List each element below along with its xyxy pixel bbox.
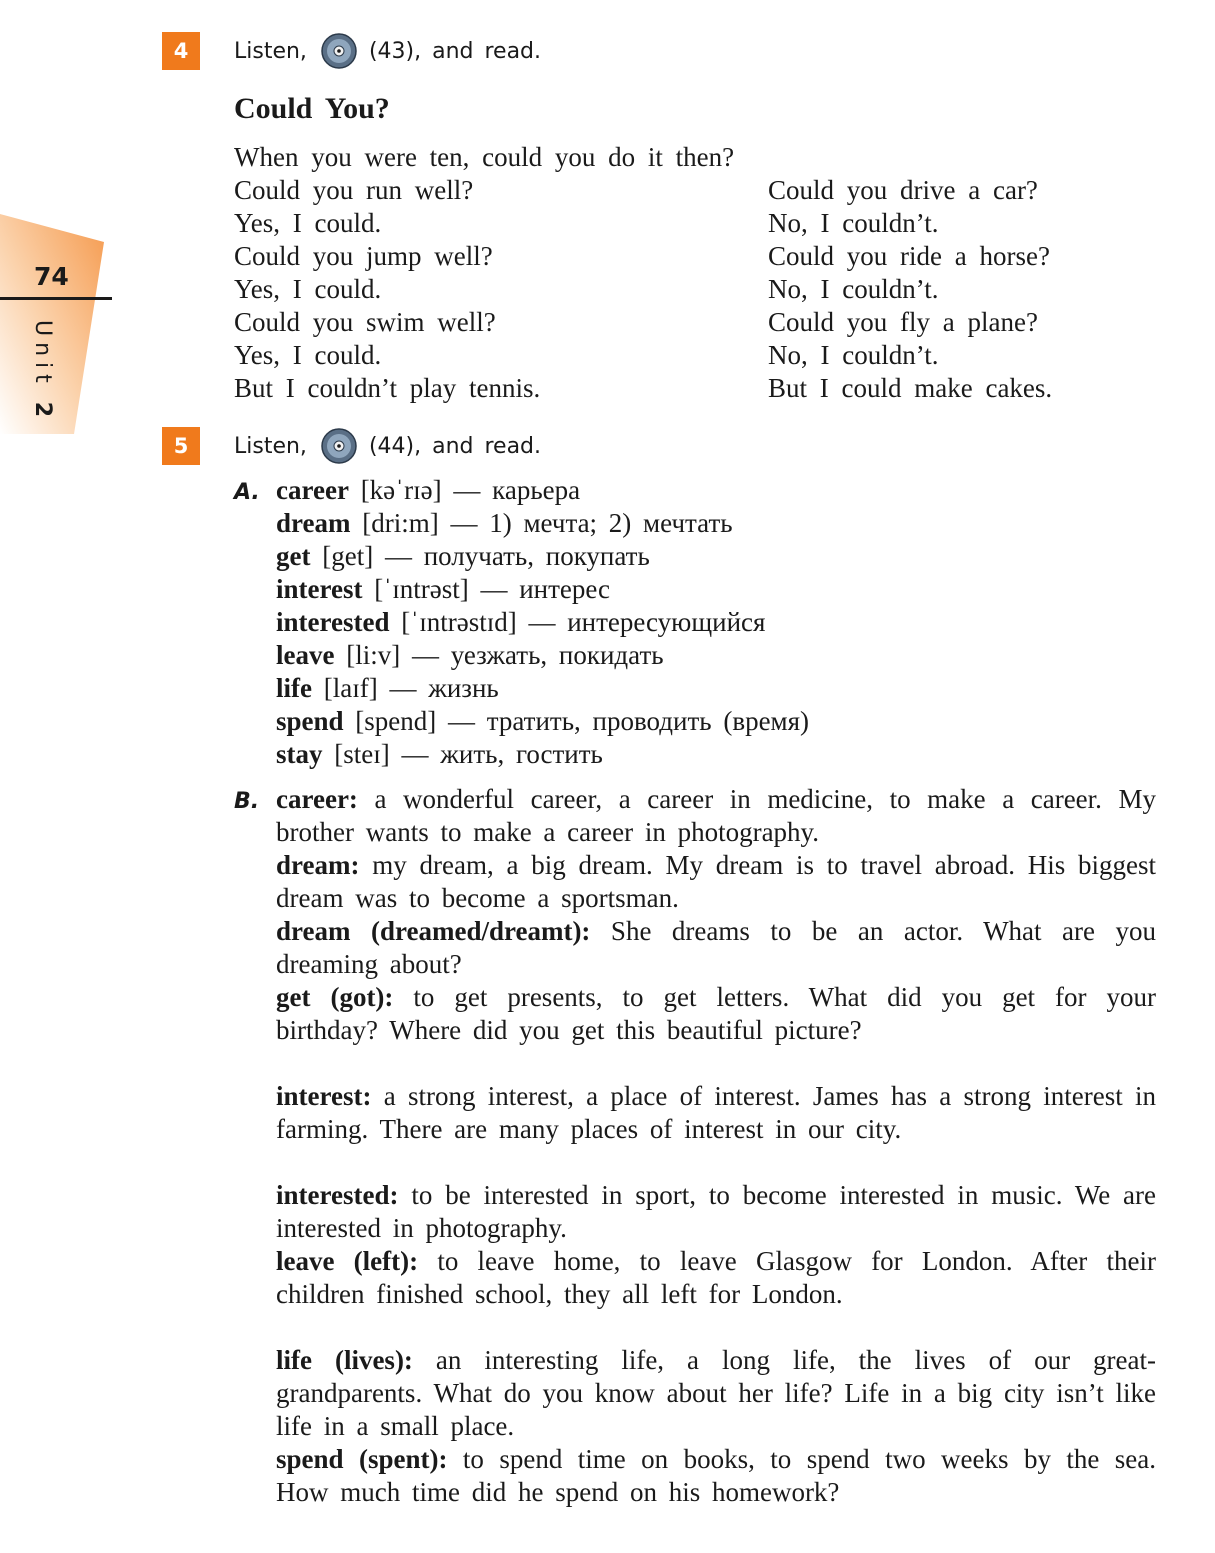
vocab-word: life <box>276 673 312 703</box>
vocab-entry <box>276 672 499 705</box>
poem-right-line: Could you ride a horse? <box>768 241 1050 271</box>
audio-cd-icon[interactable] <box>321 33 357 69</box>
exercise-4-instruction <box>234 32 541 70</box>
unit-number: 2 <box>30 401 55 424</box>
vocab-definition: [li:v] — уезжать, покидать <box>334 640 664 670</box>
poem-left-line: Could you run well? <box>234 175 474 205</box>
vocab-word: dream <box>276 508 351 538</box>
vocab-word: career <box>276 475 349 505</box>
example-head: dream: <box>276 850 360 880</box>
part-b-letter: B. <box>234 789 260 814</box>
vocab-word: interest <box>276 574 363 604</box>
vocab-entry <box>276 540 650 573</box>
vocab-definition: [get] — получать, покупать <box>310 541 650 571</box>
example-head: spend (spent): <box>276 1444 448 1474</box>
vocab-word: interested <box>276 607 390 637</box>
poem-left-line: Yes, I could. <box>234 274 382 304</box>
poem-right-line: Could you fly a plane? <box>768 307 1038 337</box>
poem-left-line: But I couldn’t play tennis. <box>234 373 541 403</box>
example-head: leave (left): <box>276 1246 419 1276</box>
poem-right-line: Could you drive a car? <box>768 175 1038 205</box>
vocab-entry <box>276 606 765 639</box>
vocab-definition: [spend] — тратить, проводить (время) <box>343 706 810 736</box>
unit-tab-background <box>0 214 110 434</box>
vocab-definition: [steɪ] — жить, гостить <box>322 739 603 769</box>
vocab-entry <box>276 639 664 672</box>
poem-left-line: Yes, I could. <box>234 340 382 370</box>
exercise-5-instruction <box>234 427 541 465</box>
page-number: 74 <box>34 262 69 291</box>
exercise-4-number: 4 <box>162 32 200 70</box>
example-paragraph <box>276 915 1156 981</box>
example-text: She dreams to be an actor. What are you dreaming about? <box>276 916 1156 979</box>
vocab-entry <box>276 705 809 738</box>
poem-left-line: Could you jump well? <box>234 241 493 271</box>
example-text: a wonderful career, a career in medicine, to make a career. My brother wants to make a career in photography. <box>276 784 1156 847</box>
exercise-4-listen: Listen, <box>234 38 307 64</box>
example-text: an interesting life, a long life, the lives of our great-grandparents. What do you know about her life? Life in a big city isn’t like life in a small place. <box>276 1345 1157 1441</box>
unit-word: Unit <box>30 320 55 389</box>
exercise-5-number: 5 <box>162 427 200 465</box>
vocab-word: spend <box>276 706 344 736</box>
example-paragraph <box>276 1245 1156 1311</box>
example-head: career: <box>276 784 358 814</box>
vocab-word: stay <box>276 739 323 769</box>
example-paragraph <box>276 849 1156 915</box>
example-paragraph <box>276 1080 1156 1146</box>
example-head: interest: <box>276 1081 372 1111</box>
vocab-definition: [kəˈrɪə] — карьера <box>348 475 581 505</box>
audio-cd-icon[interactable] <box>321 428 357 464</box>
example-text: to leave home, to leave Glasgow for London. After their children finished school, they all left for London. <box>276 1246 1156 1309</box>
vocab-definition: [dri:m] — 1) мечта; 2) мечтать <box>350 508 733 538</box>
vocab-word: get <box>276 541 311 571</box>
vocab-word: leave <box>276 640 335 670</box>
poem-right-line: No, I couldn’t. <box>768 340 939 370</box>
example-paragraph <box>276 981 1156 1047</box>
exercise-5-track: (44), and read. <box>368 433 542 459</box>
vocab-entry <box>276 474 580 507</box>
vocab-entry <box>276 738 603 771</box>
poem-title: Could You? <box>234 92 390 125</box>
example-text: to spend time on books, to spend two weeks by the sea. How much time did he spend on his homework? <box>276 1444 1157 1507</box>
exercise-5-listen: Listen, <box>234 433 307 459</box>
part-a-letter: A. <box>234 480 260 505</box>
unit-label <box>30 320 55 423</box>
poem-right-line: No, I couldn’t. <box>768 274 939 304</box>
page-number-rule <box>0 297 112 300</box>
example-head: get (got): <box>276 982 394 1012</box>
vocab-definition: [laɪf] — жизнь <box>311 673 499 703</box>
example-paragraph <box>276 1443 1156 1509</box>
example-paragraph <box>276 1179 1156 1245</box>
example-text: my dream, a big dream. My dream is to travel abroad. His biggest dream was to become a sportsman. <box>276 850 1156 913</box>
vocab-entry <box>276 507 733 540</box>
example-text: to be interested in sport, to become interested in music. We are interested in photography. <box>276 1180 1156 1243</box>
poem-intro: When you were ten, could you do it then? <box>234 142 735 172</box>
example-head: life (lives): <box>276 1345 413 1375</box>
vocab-definition: [ˈɪntrəst] — интерес <box>362 574 611 604</box>
example-paragraph <box>276 1344 1156 1443</box>
exercise-4-track: (43), and read. <box>368 38 542 64</box>
example-text: a strong interest, a place of interest. James has a strong interest in farming. There are many places of interest in our city. <box>276 1081 1156 1144</box>
poem-right-line: No, I couldn’t. <box>768 208 939 238</box>
poem-left-line: Yes, I could. <box>234 208 382 238</box>
vocab-definition: [ˈɪntrəstɪd] — интересующийся <box>389 607 766 637</box>
example-text: to get presents, to get letters. What did you get for your birthday? Where did you get this beautiful picture? <box>276 982 1156 1045</box>
example-head: dream (dreamed/dreamt): <box>276 916 591 946</box>
poem-right-line: But I could make cakes. <box>768 373 1053 403</box>
example-paragraph <box>276 783 1156 849</box>
poem-left-line: Could you swim well? <box>234 307 496 337</box>
vocab-entry <box>276 573 610 606</box>
example-head: interested: <box>276 1180 399 1210</box>
